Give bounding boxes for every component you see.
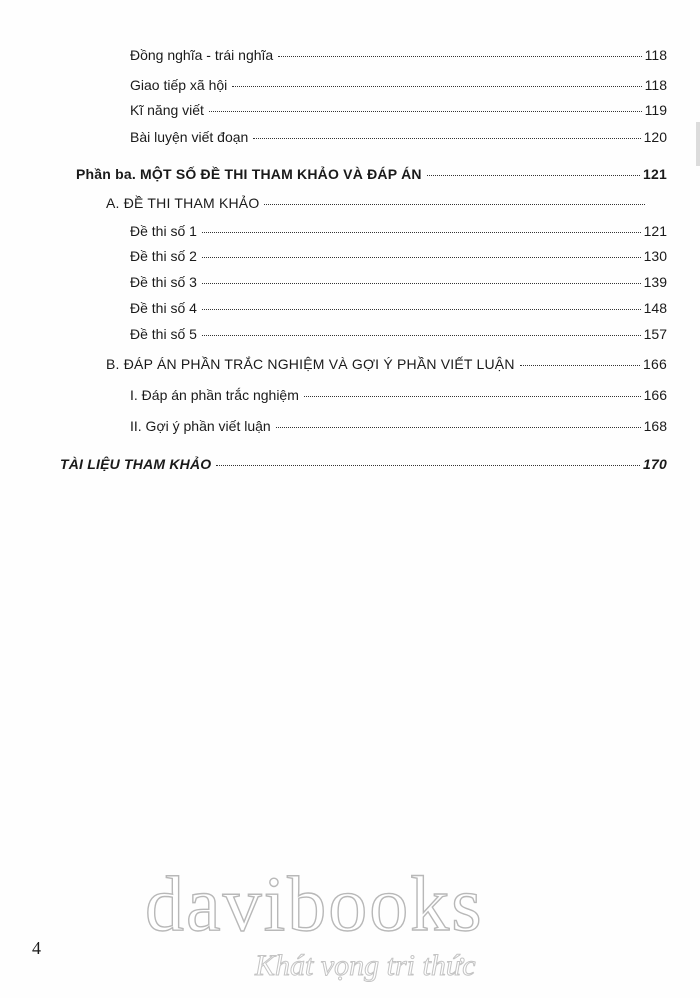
toc-entry-page: 121 xyxy=(643,166,667,182)
dot-leader xyxy=(278,56,641,57)
dot-leader xyxy=(202,283,641,284)
toc-entry-label: TÀI LIỆU THAM KHẢO xyxy=(60,456,212,472)
toc-entry-label: Đề thi số 2 xyxy=(130,248,197,264)
toc-entry xyxy=(130,325,667,343)
toc-entry-label: Giao tiếp xã hội xyxy=(130,77,228,93)
toc-entry xyxy=(130,128,667,146)
toc-entry xyxy=(130,273,667,291)
dot-leader xyxy=(276,427,641,428)
toc-entry xyxy=(130,46,667,64)
toc-entry-label: II. Gợi ý phần viết luận xyxy=(130,418,271,434)
toc-entry xyxy=(130,222,667,240)
watermark-brand: davibooks xyxy=(145,860,484,947)
toc-entry xyxy=(130,299,667,317)
toc-entry xyxy=(130,76,667,94)
page-edge-shadow xyxy=(696,122,700,166)
toc-entry-label: Đề thi số 3 xyxy=(130,274,197,290)
toc-entry-page: 166 xyxy=(643,387,667,403)
toc-entry-label: Đề thi số 4 xyxy=(130,300,197,316)
toc-entry-page: 166 xyxy=(643,356,667,372)
toc-entry-label: A. ĐỀ THI THAM KHẢO xyxy=(106,195,260,211)
toc-entry-label: B. ĐÁP ÁN PHẦN TRẮC NGHIỆM VÀ GỢI Ý PHẦN VIẾT LUẬN xyxy=(106,356,515,372)
toc-entry xyxy=(130,417,667,435)
toc-entry xyxy=(130,386,667,404)
toc-entry-label: I. Đáp án phần trắc nghiệm xyxy=(130,387,299,403)
toc-entry-page: 119 xyxy=(644,102,667,118)
toc-section-heading xyxy=(106,355,667,373)
toc-entry-page: 121 xyxy=(643,223,667,239)
dot-leader xyxy=(520,365,640,366)
toc-entry-page: 170 xyxy=(643,456,667,472)
toc-entry-label: Kĩ năng viết xyxy=(130,102,204,118)
dot-leader xyxy=(202,232,641,233)
dot-leader xyxy=(427,175,640,176)
dot-leader xyxy=(209,111,642,112)
toc-entry-page: 139 xyxy=(643,274,667,290)
toc-entry xyxy=(130,247,667,265)
toc-part-heading xyxy=(76,165,667,183)
toc-entry-label: Bài luyện viết đoạn xyxy=(130,129,249,145)
dot-leader xyxy=(253,138,640,139)
toc-entry-page: 148 xyxy=(643,300,667,316)
toc-entry-page: 168 xyxy=(643,418,667,434)
dot-leader xyxy=(304,396,641,397)
page-number: 4 xyxy=(32,938,41,958)
dot-leader xyxy=(202,309,641,310)
toc-entry-label: Phần ba. MỘT SỐ ĐỀ THI THAM KHẢO VÀ ĐÁP ÁN xyxy=(76,166,422,182)
dot-leader xyxy=(202,257,641,258)
toc-entry-label: Đồng nghĩa - trái nghĩa xyxy=(130,47,274,63)
dot-leader xyxy=(202,335,641,336)
toc-entry-page: 157 xyxy=(643,326,667,342)
toc-references-heading xyxy=(60,455,667,473)
toc-section-heading xyxy=(106,194,648,212)
toc-entry-label: Đề thi số 5 xyxy=(130,326,197,342)
watermark xyxy=(145,862,565,992)
dot-leader xyxy=(216,465,640,466)
toc-entry-page: 118 xyxy=(644,77,667,93)
toc-entry xyxy=(130,101,667,119)
toc-entry-page: 120 xyxy=(643,129,667,145)
toc-entry-page: 130 xyxy=(643,248,667,264)
toc-entry-page: 118 xyxy=(644,47,667,63)
dot-leader xyxy=(264,204,645,205)
dot-leader xyxy=(232,86,641,87)
toc-entry-label: Đề thi số 1 xyxy=(130,223,197,239)
watermark-tagline: Khát vọng tri thức xyxy=(255,949,476,982)
